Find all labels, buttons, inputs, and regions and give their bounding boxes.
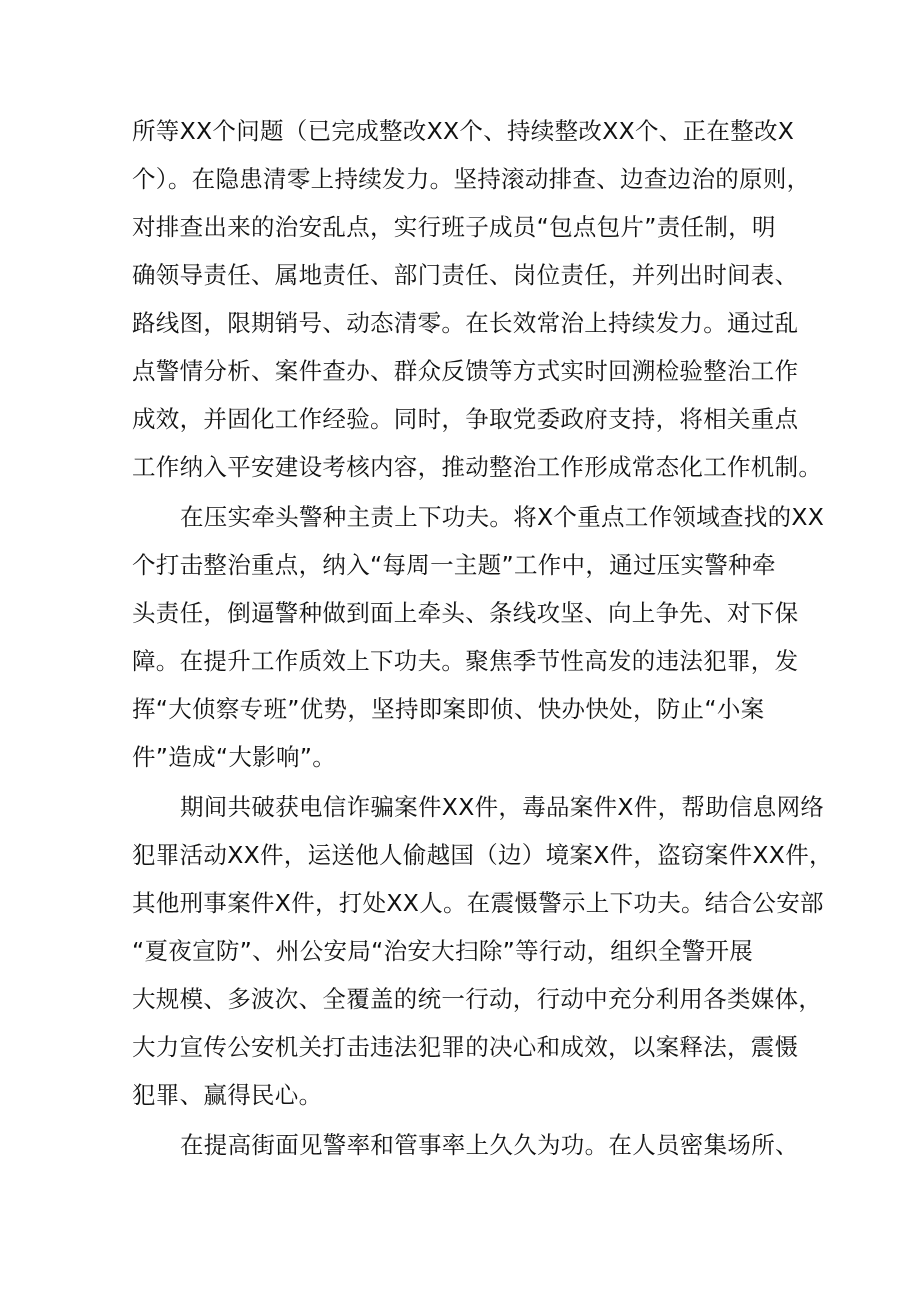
text-line: 所等XX个问题（已完成整改XX个、持续整改XX个、正在整改X — [132, 117, 795, 145]
text-line: 障。在提升工作质效上下功夫。聚焦季节性高发的违法犯罪，发 — [132, 647, 799, 675]
text-line: 件”造成“大影响”。 — [132, 743, 337, 771]
text-line: 期间共破获电信诈骗案件XX件，毒品案件X件，帮助信息网络 — [180, 793, 825, 821]
text-line: 工作纳入平安建设考核内容，推动整治工作形成常态化工作机制。 — [132, 453, 823, 481]
text-line: 路线图，限期销号、动态清零。在长效常治上持续发力。通过乱 — [132, 309, 799, 337]
text-line: 个打击整治重点，纳入“每周一主题”工作中，通过压实警种牵 — [132, 551, 776, 579]
text-line: 确领导责任、属地责任、部门责任、岗位责任，并列出时间表、 — [132, 261, 799, 289]
text-line: 在提高街面见警率和管事率上久久为功。在人员密集场所、 — [180, 1131, 799, 1159]
text-line: 大力宣传公安机关打击违法犯罪的决心和成效，以案释法，震慑 — [132, 1033, 799, 1061]
text-line: 其他刑事案件X件，打处XX人。在震慑警示上下功夫。结合公安部 — [132, 889, 824, 917]
text-line: 个）。在隐患清零上持续发力。坚持滚动排查、边查边治的原则， — [132, 165, 811, 193]
text-line: 犯罪活动XX件，运送他人偷越国（边）境案X件，盗窃案件XX件， — [132, 841, 833, 869]
text-line: 对排查出来的治安乱点，实行班子成员“包点包片”责任制，明 — [132, 213, 776, 241]
text-line: 在压实牵头警种主责上下功夫。将X个重点工作领域查找的XX — [180, 503, 825, 531]
text-line: 成效，并固化工作经验。同时，争取党委政府支持，将相关重点 — [132, 405, 799, 433]
text-line: 犯罪、赢得民心。 — [132, 1081, 323, 1109]
text-line: 大规模、多波次、全覆盖的统一行动，行动中充分利用各类媒体， — [132, 985, 823, 1013]
text-line: 点警情分析、案件查办、群众反馈等方式实时回溯检验整治工作 — [132, 357, 799, 385]
text-line: “夏夜宣防”、州公安局“治安大扫除”等行动，组织全警开展 — [132, 937, 754, 965]
text-line: 头责任，倒逼警种做到面上牵头、条线攻坚、向上争先、对下保 — [132, 599, 799, 627]
text-line: 挥“大侦察专班”优势，坚持即案即侦、快办快处，防止“小案 — [132, 695, 765, 723]
